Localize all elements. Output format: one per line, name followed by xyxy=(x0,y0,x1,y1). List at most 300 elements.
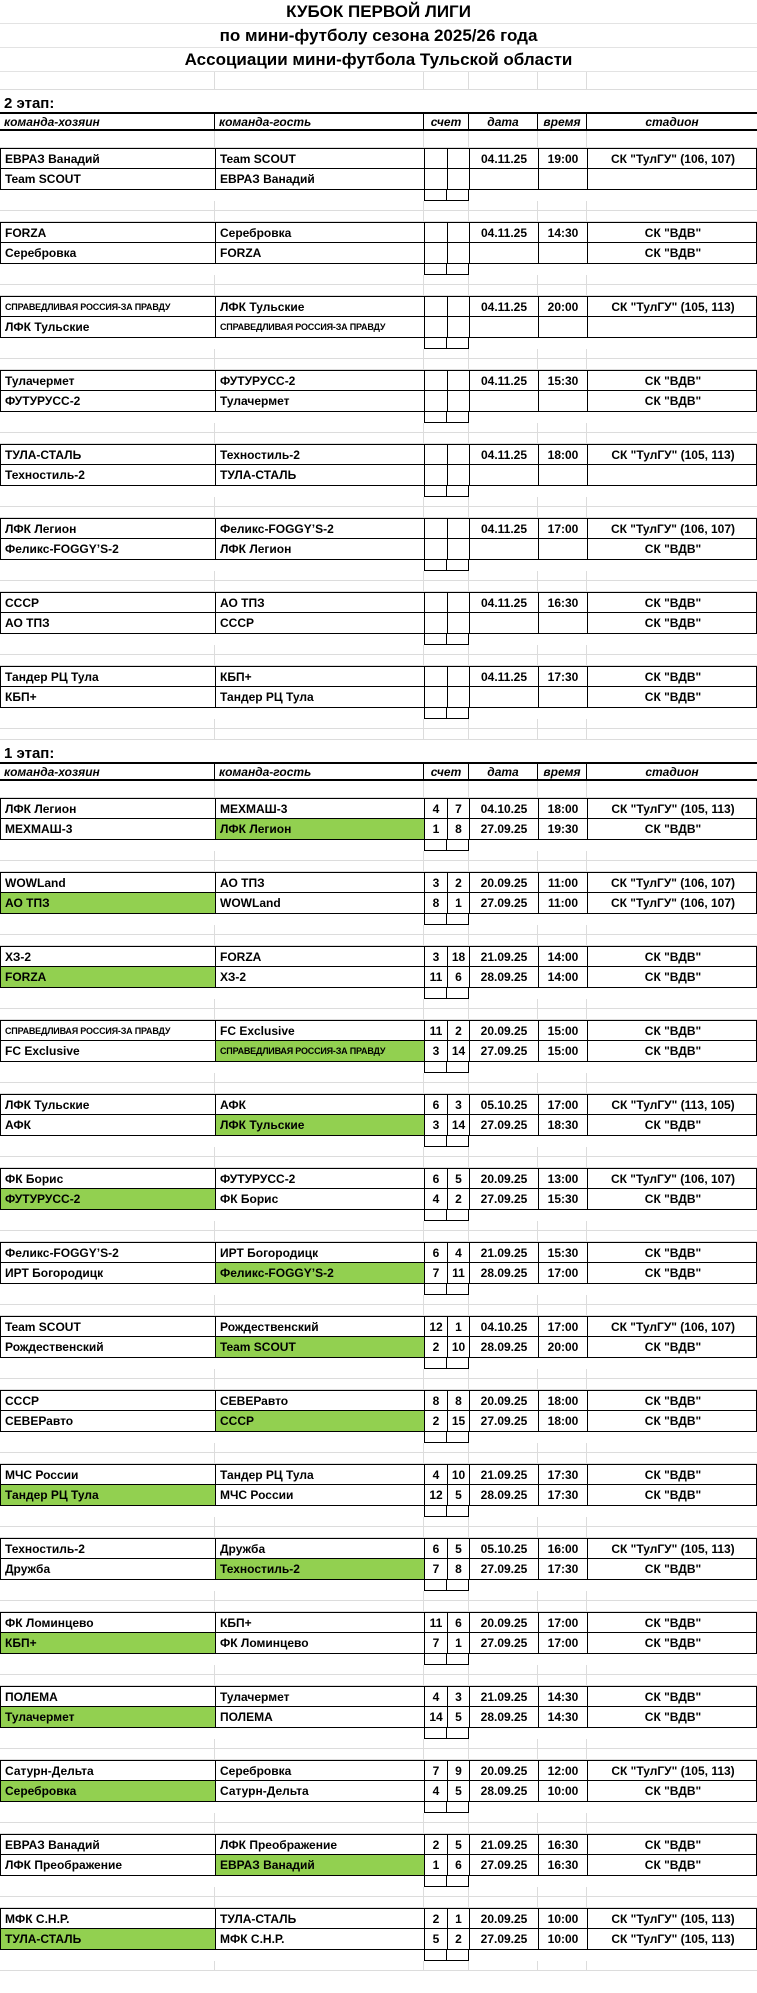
spacer-cell xyxy=(0,1961,215,1970)
score-home-cell: 12 xyxy=(425,1485,448,1505)
spacer-cell xyxy=(215,72,424,89)
match-row xyxy=(1,169,757,189)
spacer-cell xyxy=(0,1369,215,1378)
spacer-row xyxy=(0,1369,757,1379)
spacer-cell xyxy=(424,1813,469,1822)
spacer-cell xyxy=(538,655,587,665)
spacer-cell xyxy=(0,935,215,945)
empty-score-box-home xyxy=(424,1506,447,1517)
empty-score-box-away xyxy=(447,1950,469,1961)
time-cell: 11:00 xyxy=(539,873,588,892)
score-away-cell: 8 xyxy=(448,819,470,839)
stadium-cell: СК "ВДВ" xyxy=(644,1636,702,1650)
tie-block xyxy=(0,296,757,338)
spacer-row xyxy=(0,131,757,148)
spacer-cell xyxy=(215,925,424,934)
column-header-host: команда-хозяин xyxy=(0,114,215,129)
score-away-cell: 5 xyxy=(448,1539,470,1558)
match-row xyxy=(1,1021,757,1041)
date-cell: 27.09.25 xyxy=(470,1929,539,1949)
time-cell: 15:00 xyxy=(539,1041,588,1061)
spacer-cell xyxy=(424,285,469,295)
score-home-cell: 4 xyxy=(425,799,448,818)
score-away-cell: 3 xyxy=(448,1687,470,1706)
score-away-cell: 2 xyxy=(448,1929,470,1949)
time-cell: 18:30 xyxy=(539,1115,588,1135)
tie-block xyxy=(0,1020,757,1062)
spacer-cell xyxy=(424,72,469,89)
tie-block xyxy=(0,1390,757,1432)
stages-container xyxy=(0,72,757,1971)
guest-team-cell: СЕВЕРавто xyxy=(216,1391,425,1410)
stadium-cell: СК "ТулГУ" (106, 107) xyxy=(610,896,736,910)
score-home-cell xyxy=(425,297,448,316)
spacer-cell xyxy=(469,861,538,871)
spacer-cell xyxy=(587,1527,757,1537)
spacer-row xyxy=(0,1295,757,1305)
empty-score-box-away xyxy=(447,988,469,999)
guest-team-cell: ФК Борис xyxy=(216,1189,425,1209)
time-cell xyxy=(539,391,588,411)
spacer-row xyxy=(0,1221,757,1231)
score-home-cell xyxy=(425,613,448,633)
guest-team-cell: СПРАВЕДЛИВАЯ РОССИЯ-ЗА ПРАВДУ xyxy=(216,317,425,337)
spacer-cell xyxy=(587,433,757,443)
score-away-cell: 1 xyxy=(448,1909,470,1928)
empty-score-box-away xyxy=(447,1728,469,1739)
date-cell: 27.09.25 xyxy=(470,1041,539,1061)
score-home-cell: 2 xyxy=(425,1835,448,1854)
spacer-cell xyxy=(424,1305,469,1315)
spacer-cell xyxy=(469,1379,538,1389)
spacer-cell xyxy=(538,433,587,443)
spacer-cell xyxy=(469,1083,538,1093)
tie-block xyxy=(0,148,757,190)
date-cell: 21.09.25 xyxy=(470,1835,539,1854)
match-row xyxy=(1,1855,757,1875)
date-cell: 27.09.25 xyxy=(470,1633,539,1653)
spacer-cell xyxy=(538,423,587,432)
spacer-row xyxy=(0,349,757,359)
spacer-cell xyxy=(0,1157,215,1167)
guest-team-cell: МЕХМАШ-3 xyxy=(216,799,425,818)
score-home-cell xyxy=(425,687,448,707)
match-row xyxy=(1,613,757,633)
score-tail-row xyxy=(0,1802,757,1813)
spacer-cell xyxy=(0,1527,215,1537)
spacer-cell xyxy=(0,131,215,147)
time-cell: 14:00 xyxy=(539,947,588,966)
spacer-cell xyxy=(424,571,469,580)
time-cell: 10:00 xyxy=(539,1929,588,1949)
spacer-row xyxy=(0,1379,757,1390)
spacer-cell xyxy=(0,1231,215,1241)
stadium-cell: СК "ВДВ" xyxy=(644,225,702,240)
spacer-row xyxy=(0,581,757,592)
guest-team-cell: Team SCOUT xyxy=(216,1337,425,1357)
spacer-cell xyxy=(0,1062,424,1073)
empty-score-box-away xyxy=(447,1210,469,1221)
spacer-cell xyxy=(587,1009,757,1019)
spacer-cell xyxy=(587,1083,757,1093)
spacer-row xyxy=(0,781,757,798)
spacer-cell xyxy=(215,571,424,580)
date-cell: 04.11.25 xyxy=(470,223,539,242)
spacer-cell xyxy=(538,1073,587,1082)
score-away-cell: 1 xyxy=(448,893,470,913)
spacer-cell xyxy=(215,1887,424,1896)
column-header-guest: команда-гость xyxy=(215,764,424,779)
host-team-cell: МЧС России xyxy=(1,1465,216,1484)
time-cell: 17:00 xyxy=(539,1263,588,1283)
spacer-cell xyxy=(424,1073,469,1082)
score-home-cell: 4 xyxy=(425,1687,448,1706)
spacer-cell xyxy=(587,1961,757,1970)
spacer-cell xyxy=(215,1675,424,1685)
spacer-cell xyxy=(538,1887,587,1896)
spacer-cell xyxy=(587,1739,757,1748)
spacer-cell xyxy=(215,285,424,295)
spacer-cell xyxy=(424,1295,469,1304)
host-team-cell: МФК С.Н.Р. xyxy=(1,1909,216,1928)
spacer-cell xyxy=(215,1453,424,1463)
spacer-cell xyxy=(469,1749,538,1759)
guest-team-cell: ИРТ Богородицк xyxy=(216,1243,425,1262)
spacer-cell xyxy=(215,1897,424,1907)
stadium-cell: СК "ТулГУ" (113, 105) xyxy=(611,1097,735,1112)
host-team-cell: FORZA xyxy=(1,967,216,987)
time-cell xyxy=(539,465,588,485)
time-cell: 17:00 xyxy=(539,519,588,538)
empty-score-box-home xyxy=(424,264,447,275)
spacer-cell xyxy=(215,1009,424,1019)
tie-block xyxy=(0,666,757,708)
time-cell: 19:30 xyxy=(539,819,588,839)
score-home-cell: 4 xyxy=(425,1465,448,1484)
spacer-cell xyxy=(0,1749,215,1759)
spacer-cell xyxy=(469,1665,538,1674)
date-cell: 28.09.25 xyxy=(470,1781,539,1801)
empty-score-box-away xyxy=(447,486,469,497)
host-team-cell: Team SCOUT xyxy=(1,169,216,189)
stadium-cell: СК "ТулГУ" (105, 113) xyxy=(611,299,735,314)
host-team-cell: ЛФК Легион xyxy=(1,519,216,538)
stadium-cell: СК "ВДВ" xyxy=(644,1023,702,1038)
guest-team-cell: Рождественский xyxy=(216,1317,425,1336)
host-team-cell: ЛФК Преображение xyxy=(1,1855,216,1875)
stadium-cell: СК "ВДВ" xyxy=(644,1784,702,1798)
spacer-cell xyxy=(0,1950,424,1961)
score-home-cell xyxy=(425,317,448,337)
match-row xyxy=(1,1391,757,1411)
spacer-cell xyxy=(469,201,538,210)
score-home-cell: 1 xyxy=(425,819,448,839)
tie-block xyxy=(0,1094,757,1136)
match-row xyxy=(1,1687,757,1707)
score-away-cell: 1 xyxy=(448,1317,470,1336)
time-cell: 15:30 xyxy=(539,1243,588,1262)
score-home-cell xyxy=(425,593,448,612)
guest-team-cell: МЧС России xyxy=(216,1485,425,1505)
score-home-cell: 8 xyxy=(425,893,448,913)
date-cell: 27.09.25 xyxy=(470,1855,539,1875)
host-team-cell: КБП+ xyxy=(1,1633,216,1653)
spacer-cell xyxy=(538,1379,587,1389)
spacer-row xyxy=(0,1823,757,1834)
spacer-row xyxy=(0,1887,757,1897)
spacer-cell xyxy=(538,925,587,934)
score-home-cell xyxy=(425,667,448,686)
spacer-cell xyxy=(215,359,424,369)
spacer-cell xyxy=(587,507,757,517)
stadium-cell: СК "ВДВ" xyxy=(644,1837,702,1852)
tie-block xyxy=(0,1834,757,1876)
spacer-cell xyxy=(0,840,424,851)
spacer-cell xyxy=(215,851,424,860)
stadium-cell: СК "ВДВ" xyxy=(644,1266,702,1280)
score-home-cell: 4 xyxy=(425,1189,448,1209)
host-team-cell: WOWLand xyxy=(1,873,216,892)
host-team-cell: ИРТ Богородицк xyxy=(1,1263,216,1283)
spacer-cell xyxy=(538,1009,587,1019)
spacer-cell xyxy=(469,1453,538,1463)
date-cell: 28.09.25 xyxy=(470,1337,539,1357)
spacer-cell xyxy=(424,1231,469,1241)
date-cell: 21.09.25 xyxy=(470,947,539,966)
spacer-cell xyxy=(215,1369,424,1378)
spacer-cell xyxy=(424,1823,469,1833)
host-team-cell: Техностиль-2 xyxy=(1,1539,216,1558)
spacer-cell xyxy=(0,655,215,665)
stadium-cell: СК "ВДВ" xyxy=(644,1562,702,1576)
host-team-cell: Феликс-FOGGY’S-2 xyxy=(1,1243,216,1262)
score-away-cell xyxy=(448,667,470,686)
host-team-cell: Тандер РЦ Тула xyxy=(1,667,216,686)
match-row xyxy=(1,1781,757,1801)
score-away-cell xyxy=(448,317,470,337)
host-team-cell: ЕВРАЗ Ванадий xyxy=(1,149,216,168)
spacer-cell xyxy=(424,1157,469,1167)
column-header-time: время xyxy=(538,114,587,129)
host-team-cell: МЕХМАШ-3 xyxy=(1,819,216,839)
date-cell: 04.10.25 xyxy=(470,799,539,818)
spacer-cell xyxy=(215,1157,424,1167)
guest-team-cell: Тандер РЦ Тула xyxy=(216,1465,425,1484)
spacer-cell xyxy=(587,935,757,945)
spacer-cell xyxy=(0,581,215,591)
spacer-cell xyxy=(538,1221,587,1230)
match-row xyxy=(1,519,757,539)
date-cell: 27.09.25 xyxy=(470,893,539,913)
match-row xyxy=(1,1835,757,1855)
score-tail-row xyxy=(0,190,757,201)
match-row xyxy=(1,1633,757,1653)
spacer-row xyxy=(0,359,757,370)
spacer-cell xyxy=(587,285,757,295)
spacer-cell xyxy=(469,719,538,728)
spacer-cell xyxy=(0,729,215,739)
spacer-cell xyxy=(538,1739,587,1748)
score-tail-row xyxy=(0,1358,757,1369)
spacer-cell xyxy=(0,1284,424,1295)
time-cell: 15:00 xyxy=(539,1021,588,1040)
stadium-cell: СК "ВДВ" xyxy=(644,970,702,984)
spacer-cell xyxy=(0,571,215,580)
score-tail-row xyxy=(0,1728,757,1739)
empty-score-box-away xyxy=(447,914,469,925)
spacer-cell xyxy=(469,1147,538,1156)
date-cell: 20.09.25 xyxy=(470,1909,539,1928)
spacer-cell xyxy=(538,1517,587,1526)
score-away-cell: 7 xyxy=(448,799,470,818)
spacer-cell xyxy=(587,729,757,739)
spacer-row xyxy=(0,729,757,740)
spacer-cell xyxy=(469,729,538,739)
spacer-cell xyxy=(0,338,424,349)
spacer-cell xyxy=(424,423,469,432)
match-row xyxy=(1,243,757,263)
score-away-cell: 8 xyxy=(448,1559,470,1579)
spacer-cell xyxy=(0,1305,215,1315)
spacer-cell xyxy=(587,1897,757,1907)
spacer-cell xyxy=(215,1961,424,1970)
empty-score-box-home xyxy=(424,1358,447,1369)
spacer-row xyxy=(0,507,757,518)
spacer-cell xyxy=(538,275,587,284)
date-cell: 20.09.25 xyxy=(470,1613,539,1632)
score-tail-row xyxy=(0,338,757,349)
empty-score-box-home xyxy=(424,988,447,999)
score-away-cell: 3 xyxy=(448,1095,470,1114)
host-team-cell: Серебровка xyxy=(1,1781,216,1801)
score-away-cell: 15 xyxy=(448,1411,470,1431)
empty-score-box-away xyxy=(447,1136,469,1147)
empty-score-box-away xyxy=(447,1654,469,1665)
score-home-cell xyxy=(425,223,448,242)
column-header-host: команда-хозяин xyxy=(0,764,215,779)
empty-score-box-away xyxy=(447,412,469,423)
spacer-row xyxy=(0,1665,757,1675)
spacer-cell xyxy=(0,264,424,275)
stadium-cell: СК "ВДВ" xyxy=(644,1488,702,1502)
spacer-cell xyxy=(215,645,424,654)
spacer-cell xyxy=(0,560,424,571)
match-row xyxy=(1,223,757,243)
time-cell: 15:30 xyxy=(539,1189,588,1209)
date-cell: 28.09.25 xyxy=(470,1485,539,1505)
match-row xyxy=(1,539,757,559)
tie-block xyxy=(0,592,757,634)
column-header-score: счет xyxy=(424,114,469,129)
spacer-cell xyxy=(0,1665,215,1674)
host-team-cell: ЕВРАЗ Ванадий xyxy=(1,1835,216,1854)
spacer-cell xyxy=(424,131,469,147)
spacer-cell xyxy=(469,285,538,295)
spacer-cell xyxy=(424,359,469,369)
date-cell: 05.10.25 xyxy=(470,1095,539,1114)
host-team-cell: ФК Борис xyxy=(1,1169,216,1188)
score-home-cell: 6 xyxy=(425,1095,448,1114)
column-header-guest: команда-гость xyxy=(215,114,424,129)
spacer-cell xyxy=(538,1897,587,1907)
score-away-cell: 6 xyxy=(448,1855,470,1875)
spacer-cell xyxy=(587,999,757,1008)
spacer-cell xyxy=(469,781,538,797)
date-cell: 20.09.25 xyxy=(470,873,539,892)
host-team-cell: Рождественский xyxy=(1,1337,216,1357)
guest-team-cell: Team SCOUT xyxy=(216,149,425,168)
stadium-cell: СК "ТулГУ" (105, 113) xyxy=(611,1911,735,1926)
score-home-cell xyxy=(425,149,448,168)
score-away-cell xyxy=(448,519,470,538)
host-team-cell: СЕВЕРавто xyxy=(1,1411,216,1431)
score-home-cell xyxy=(425,539,448,559)
score-home-cell: 1 xyxy=(425,1855,448,1875)
score-away-cell: 5 xyxy=(448,1169,470,1188)
spacer-cell xyxy=(0,1813,215,1822)
time-cell: 14:30 xyxy=(539,1707,588,1727)
match-row xyxy=(1,1243,757,1263)
spacer-cell xyxy=(0,861,215,871)
column-header-date: дата xyxy=(469,764,538,779)
tie-block xyxy=(0,1242,757,1284)
match-row xyxy=(1,1485,757,1505)
column-header-stadium: стадион xyxy=(645,764,699,779)
guest-team-cell: WOWLand xyxy=(216,893,425,913)
tie-block xyxy=(0,1686,757,1728)
spacer-cell xyxy=(469,1527,538,1537)
stadium-cell: СК "ТулГУ" (105, 113) xyxy=(611,1763,735,1778)
spacer-row xyxy=(0,1739,757,1749)
stadium-cell: СК "ТулГУ" (106, 107) xyxy=(610,1319,736,1334)
score-home-cell xyxy=(425,169,448,189)
spacer-row xyxy=(0,1157,757,1168)
match-row xyxy=(1,1189,757,1209)
score-home-cell xyxy=(425,519,448,538)
spacer-cell xyxy=(0,1887,215,1896)
spacer-cell xyxy=(0,1009,215,1019)
spacer-row xyxy=(0,655,757,666)
tie-block xyxy=(0,370,757,412)
time-cell: 20:00 xyxy=(539,1337,588,1357)
guest-team-cell: Техностиль-2 xyxy=(216,1559,425,1579)
score-home-cell: 12 xyxy=(425,1317,448,1336)
score-tail-row xyxy=(0,840,757,851)
spacer-cell xyxy=(0,914,424,925)
time-cell: 18:00 xyxy=(539,1391,588,1410)
empty-score-box-away xyxy=(447,840,469,851)
spacer-cell xyxy=(538,851,587,860)
spacer-row xyxy=(0,1009,757,1020)
spacer-cell xyxy=(424,851,469,860)
stadium-cell: СК "ВДВ" xyxy=(644,595,702,610)
spacer-row xyxy=(0,1073,757,1083)
match-row xyxy=(1,1909,757,1929)
spacer-cell xyxy=(0,1897,215,1907)
stage-label: 1 этап: xyxy=(4,745,55,762)
empty-score-box-away xyxy=(447,1062,469,1073)
empty-score-box-away xyxy=(447,708,469,719)
host-team-cell: ПОЛЕМА xyxy=(1,1687,216,1706)
spacer-cell xyxy=(469,1073,538,1082)
spacer-cell xyxy=(538,1305,587,1315)
stadium-cell: СК "ВДВ" xyxy=(644,1192,702,1206)
date-cell xyxy=(470,391,539,411)
spacer-cell xyxy=(215,1823,424,1833)
guest-team-cell: Тандер РЦ Тула xyxy=(216,687,425,707)
match-row xyxy=(1,819,757,839)
match-row xyxy=(1,465,757,485)
